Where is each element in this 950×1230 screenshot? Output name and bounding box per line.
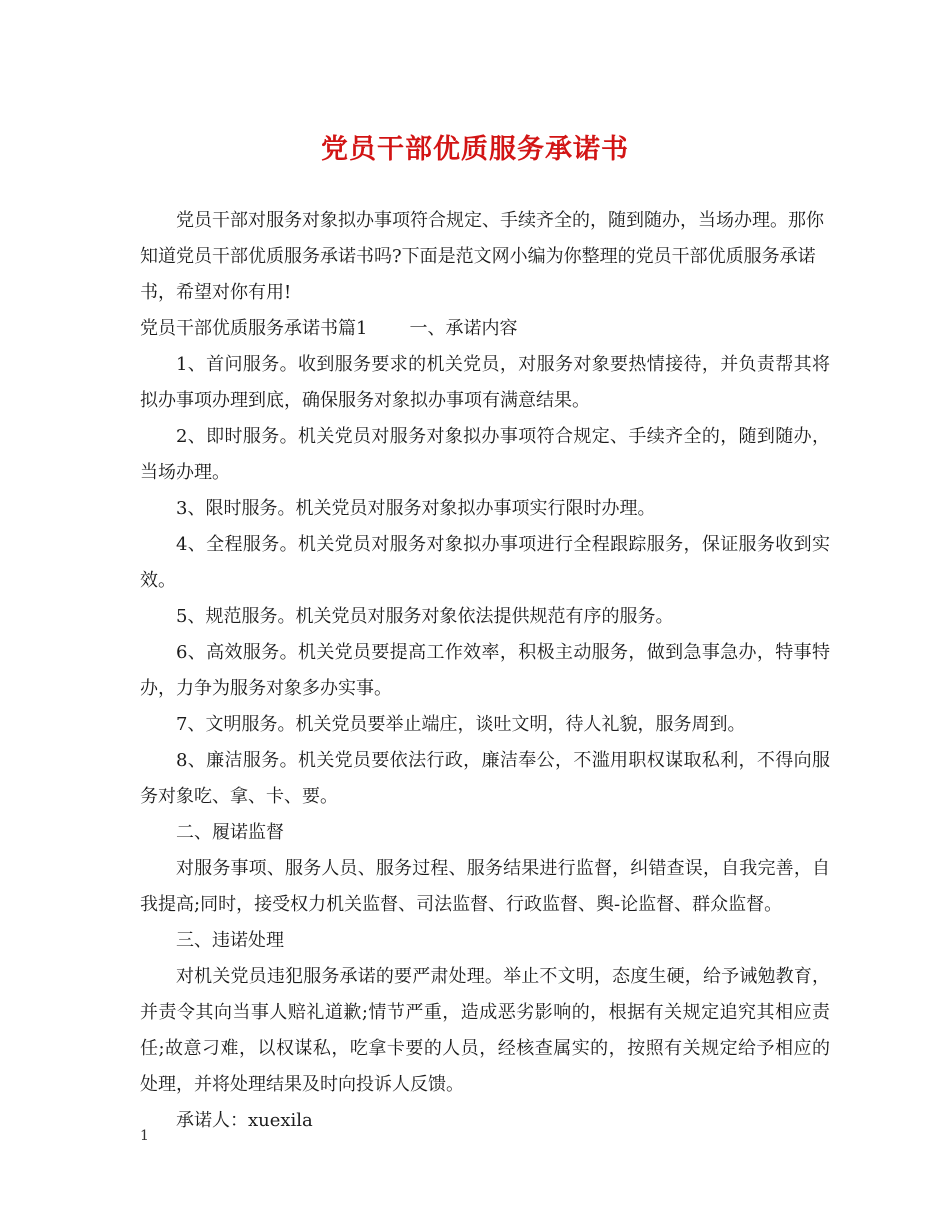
list-item: 3、限时服务。机关党员对服务对象拟办事项实行限时办理。 bbox=[176, 498, 656, 519]
part3-heading: 三、违诺处理 bbox=[176, 930, 284, 951]
document-body bbox=[140, 203, 830, 1139]
list-item: 4、全程服务。机关党员对服务对象拟办事项进行全程跟踪服务，保证服务收到实效。 bbox=[140, 534, 830, 591]
list-item: 5、规范服务。机关党员对服务对象依法提供规范有序的服务。 bbox=[176, 606, 674, 627]
section-heading: 党员干部优质服务承诺书篇1 bbox=[140, 318, 368, 339]
signature: 承诺人：xuexila bbox=[176, 1110, 313, 1131]
list-item: 1、首问服务。收到服务要求的机关党员，对服务对象要热情接待，并负责帮其将拟办事项办理到底，确保服务对象拟办事项有满意结果。 bbox=[140, 354, 830, 411]
part2-heading: 二、履诺监督 bbox=[176, 822, 284, 843]
list-item: 7、文明服务。机关党员要举止端庄，谈吐文明，待人礼貌，服务周到。 bbox=[176, 714, 746, 735]
part1-heading: 一、承诺内容 bbox=[409, 318, 518, 339]
list-item: 6、高效服务。机关党员要提高工作效率，积极主动服务，做到急事急办，特事特办，力争为服务对象多办实事。 bbox=[140, 642, 830, 699]
page-number: 1 bbox=[140, 1128, 149, 1144]
part3-paragraph: 对机关党员违犯服务承诺的要严肃处理。举止不文明，态度生硬，给予诫勉教育，并责令其向当事人赔礼道歉;情节严重，造成恶劣影响的，根据有关规定追究其相应责任;故意刁难，以权谋私，吃拿卡要的人员，经核查属实的，按照有关规定给予相应的处理，并将处理结果及时向投诉人反馈。 bbox=[140, 966, 830, 1095]
section-heading-line bbox=[140, 311, 830, 347]
list-item: 2、即时服务。机关党员对服务对象拟办事项符合规定、手续齐全的，随到随办，当场办理。 bbox=[140, 426, 830, 483]
intro-paragraph: 党员干部对服务对象拟办事项符合规定、手续齐全的，随到随办，当场办理。那你知道党员干部优质服务承诺书吗?下面是范文网小编为你整理的党员干部优质服务承诺书，希望对你有用! bbox=[140, 210, 824, 303]
part2-paragraph: 对服务事项、服务人员、服务过程、服务结果进行监督，纠错查误，自我完善，自我提高;同时，接受权力机关监督、司法监督、行政监督、舆-论监督、群众监督。 bbox=[140, 858, 830, 915]
document-title: 党员干部优质服务承诺书 bbox=[321, 134, 629, 165]
list-item: 8、廉洁服务。机关党员要依法行政，廉洁奉公，不滥用职权谋取私利，不得向服务对象吃、拿、卡、要。 bbox=[140, 750, 830, 807]
